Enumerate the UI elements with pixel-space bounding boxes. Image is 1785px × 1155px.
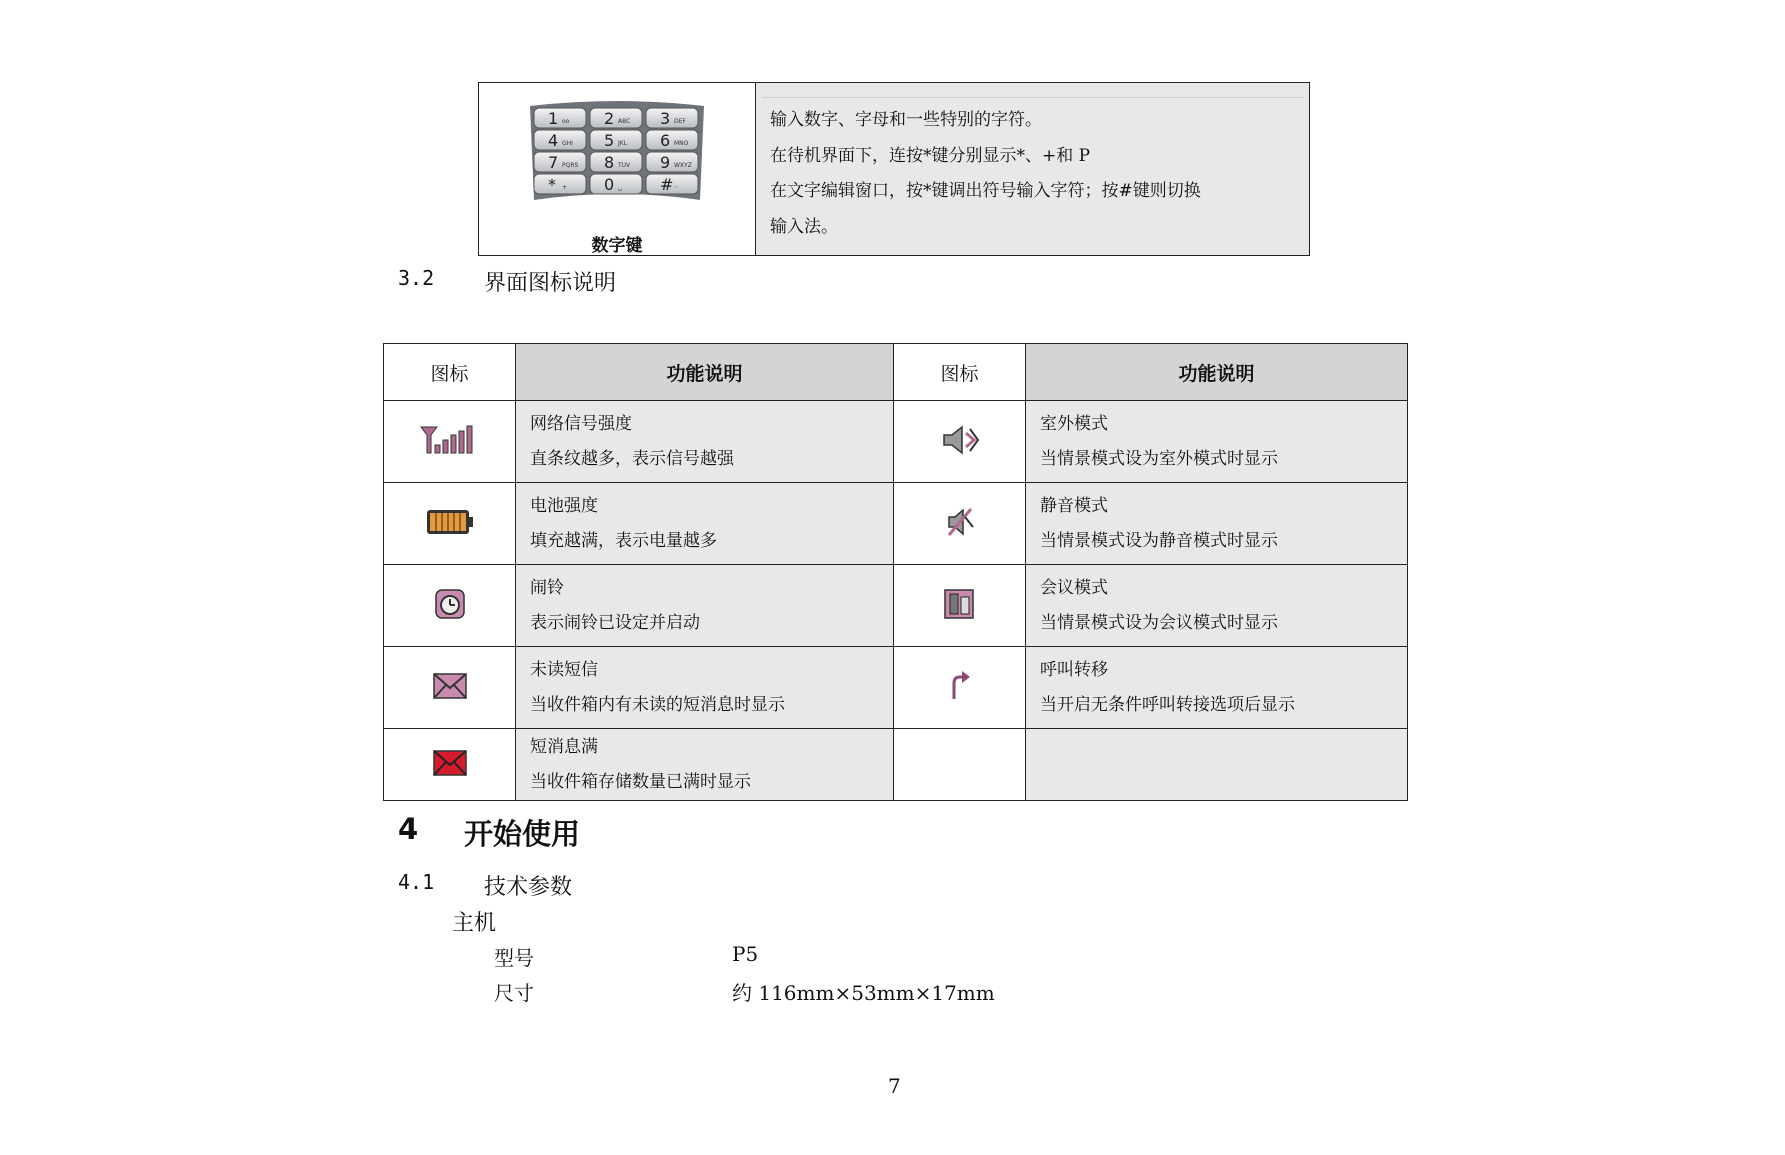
func-cell bbox=[516, 483, 894, 565]
header-icon: 图标 bbox=[384, 344, 516, 401]
icon-cell bbox=[894, 483, 1026, 565]
func-cell bbox=[1026, 483, 1408, 565]
keypad-key-label: # bbox=[660, 175, 674, 194]
icon-cell bbox=[894, 647, 1026, 729]
func-title: 呼叫转移 bbox=[1040, 659, 1108, 680]
keypad-key bbox=[646, 108, 698, 128]
func-cell bbox=[516, 565, 894, 647]
keypad-key-label: 5 bbox=[604, 131, 615, 150]
keypad-key bbox=[534, 130, 586, 150]
func-title: 会议模式 bbox=[1040, 577, 1108, 598]
keypad-key-label: 4 bbox=[548, 131, 559, 150]
keypad-key-label: * bbox=[548, 175, 556, 194]
section-title: 开始使用 bbox=[464, 817, 581, 851]
table-row bbox=[384, 483, 1408, 565]
section-number: 4.1 bbox=[398, 870, 435, 894]
keypad-key bbox=[534, 174, 586, 194]
keypad-key-letters: ABC bbox=[618, 118, 631, 125]
keypad-key-label: 3 bbox=[660, 109, 671, 128]
keypad-key-label: 0 bbox=[604, 175, 615, 194]
keypad-key-label: 9 bbox=[660, 153, 671, 172]
keypad-key-letters: oo bbox=[562, 118, 570, 125]
func-desc: 当收件箱内有未读的短消息时显示 bbox=[530, 694, 785, 715]
phone-keypad-image bbox=[524, 96, 710, 216]
meeting-mode-icon bbox=[941, 587, 979, 621]
table-row bbox=[384, 565, 1408, 647]
table-row bbox=[384, 729, 1408, 801]
table-row bbox=[384, 401, 1408, 483]
func-desc: 当开启无条件呼叫转接选项后显示 bbox=[1040, 694, 1295, 715]
table-header-row bbox=[384, 344, 1408, 401]
keypad-key-letters: JKL bbox=[618, 140, 628, 147]
keypad-key-letters: PQRS bbox=[562, 162, 579, 169]
spec-value: 约 116mm×53mm×17mm bbox=[732, 981, 995, 1005]
func-desc: 直条纹越多，表示信号越强 bbox=[530, 448, 734, 469]
envelope-icon bbox=[432, 672, 468, 700]
keypad-key-letters: MNO bbox=[674, 140, 689, 147]
func-title: 网络信号强度 bbox=[530, 413, 632, 434]
keypad-desc-line: 在待机界面下，连按*键分别显示*、+和 P bbox=[770, 145, 1091, 166]
spec-label: 尺寸 bbox=[494, 981, 534, 1005]
keypad-key bbox=[590, 174, 642, 194]
silent-mode-icon bbox=[943, 505, 977, 539]
call-forward-icon bbox=[946, 669, 974, 703]
icon-cell bbox=[384, 729, 516, 801]
outdoor-speaker-icon bbox=[940, 423, 980, 457]
section-title: 界面图标说明 bbox=[484, 271, 617, 296]
spec-value: P5 bbox=[732, 942, 759, 966]
table-row bbox=[384, 647, 1408, 729]
keypad-key-letters: ␣ bbox=[618, 184, 622, 191]
keypad-key-label: 8 bbox=[604, 153, 615, 172]
func-desc: 当收件箱存储数量已满时显示 bbox=[530, 771, 751, 792]
keypad-key-label: 2 bbox=[604, 109, 615, 128]
icon-cell bbox=[894, 565, 1026, 647]
keypad-key-letters: TUV bbox=[618, 162, 631, 169]
section-number: 3.2 bbox=[398, 266, 435, 290]
section-number: 4 bbox=[398, 812, 419, 846]
section-heading-4 bbox=[398, 812, 581, 851]
keypad-desc-line: 在文字编辑窗口，按*键调出符号输入字符；按#键则切换 bbox=[770, 181, 1201, 201]
keypad-key-label: 6 bbox=[660, 131, 671, 150]
keypad-desc-line: 输入法。 bbox=[770, 216, 838, 237]
keypad-key-letters: GHI bbox=[562, 140, 573, 147]
keypad-key bbox=[590, 130, 642, 150]
icon-cell bbox=[384, 647, 516, 729]
func-cell bbox=[1026, 401, 1408, 483]
func-cell bbox=[1026, 647, 1408, 729]
func-title: 电池强度 bbox=[530, 495, 598, 516]
func-title: 闹铃 bbox=[530, 577, 564, 598]
func-desc: 表示闹铃已设定并启动 bbox=[530, 612, 700, 633]
battery-icon bbox=[425, 507, 475, 537]
func-desc: 当情景模式设为会议模式时显示 bbox=[1040, 612, 1278, 633]
func-cell bbox=[516, 647, 894, 729]
keypad-image-cell bbox=[479, 83, 756, 255]
keypad-key-letters: DEF bbox=[674, 118, 686, 125]
func-title: 未读短信 bbox=[530, 659, 598, 680]
func-title: 静音模式 bbox=[1040, 495, 1108, 516]
keypad-caption: 数字键 bbox=[591, 236, 643, 256]
icon-legend-table bbox=[383, 343, 1408, 801]
keypad-key-letters: WXYZ bbox=[674, 162, 692, 169]
header-func: 功能说明 bbox=[1026, 344, 1408, 401]
keypad-key bbox=[646, 130, 698, 150]
func-title: 室外模式 bbox=[1040, 413, 1108, 434]
func-cell bbox=[516, 401, 894, 483]
section-heading-4-1 bbox=[398, 870, 573, 900]
keypad-key bbox=[534, 108, 586, 128]
envelope-full-icon bbox=[432, 749, 468, 777]
spec-label: 型号 bbox=[494, 946, 534, 970]
func-desc: 填充越满，表示电量越多 bbox=[530, 530, 717, 551]
keypad-key-letters: ◦ bbox=[674, 184, 678, 191]
alarm-clock-icon bbox=[433, 587, 467, 621]
keypad-desc-line: 输入数字、字母和一些特别的字符。 bbox=[770, 110, 1042, 130]
keypad-key bbox=[590, 108, 642, 128]
func-desc: 当情景模式设为室外模式时显示 bbox=[1040, 448, 1278, 469]
keypad-key-label: 7 bbox=[548, 153, 559, 172]
icon-cell bbox=[384, 401, 516, 483]
keypad-description bbox=[756, 83, 1309, 255]
func-title: 短消息满 bbox=[530, 736, 598, 757]
section-heading-3-2 bbox=[398, 266, 617, 296]
empty-func-cell bbox=[1026, 729, 1408, 801]
signal-strength-icon bbox=[419, 423, 481, 457]
keypad-table bbox=[478, 82, 1310, 256]
icon-cell bbox=[894, 401, 1026, 483]
empty-icon-cell bbox=[894, 729, 1026, 801]
keypad-key-label: 1 bbox=[548, 109, 559, 128]
func-cell bbox=[516, 729, 894, 801]
keypad-key-letters: + bbox=[562, 184, 568, 191]
header-icon: 图标 bbox=[894, 344, 1026, 401]
func-cell bbox=[1026, 565, 1408, 647]
icon-cell bbox=[384, 565, 516, 647]
func-desc: 当情景模式设为静音模式时显示 bbox=[1040, 530, 1278, 551]
header-func: 功能说明 bbox=[516, 344, 894, 401]
icon-cell bbox=[384, 483, 516, 565]
host-heading: 主机 bbox=[452, 911, 497, 936]
section-title: 技术参数 bbox=[484, 875, 573, 900]
keypad-key bbox=[590, 152, 642, 172]
page-number: 7 bbox=[888, 1074, 901, 1098]
